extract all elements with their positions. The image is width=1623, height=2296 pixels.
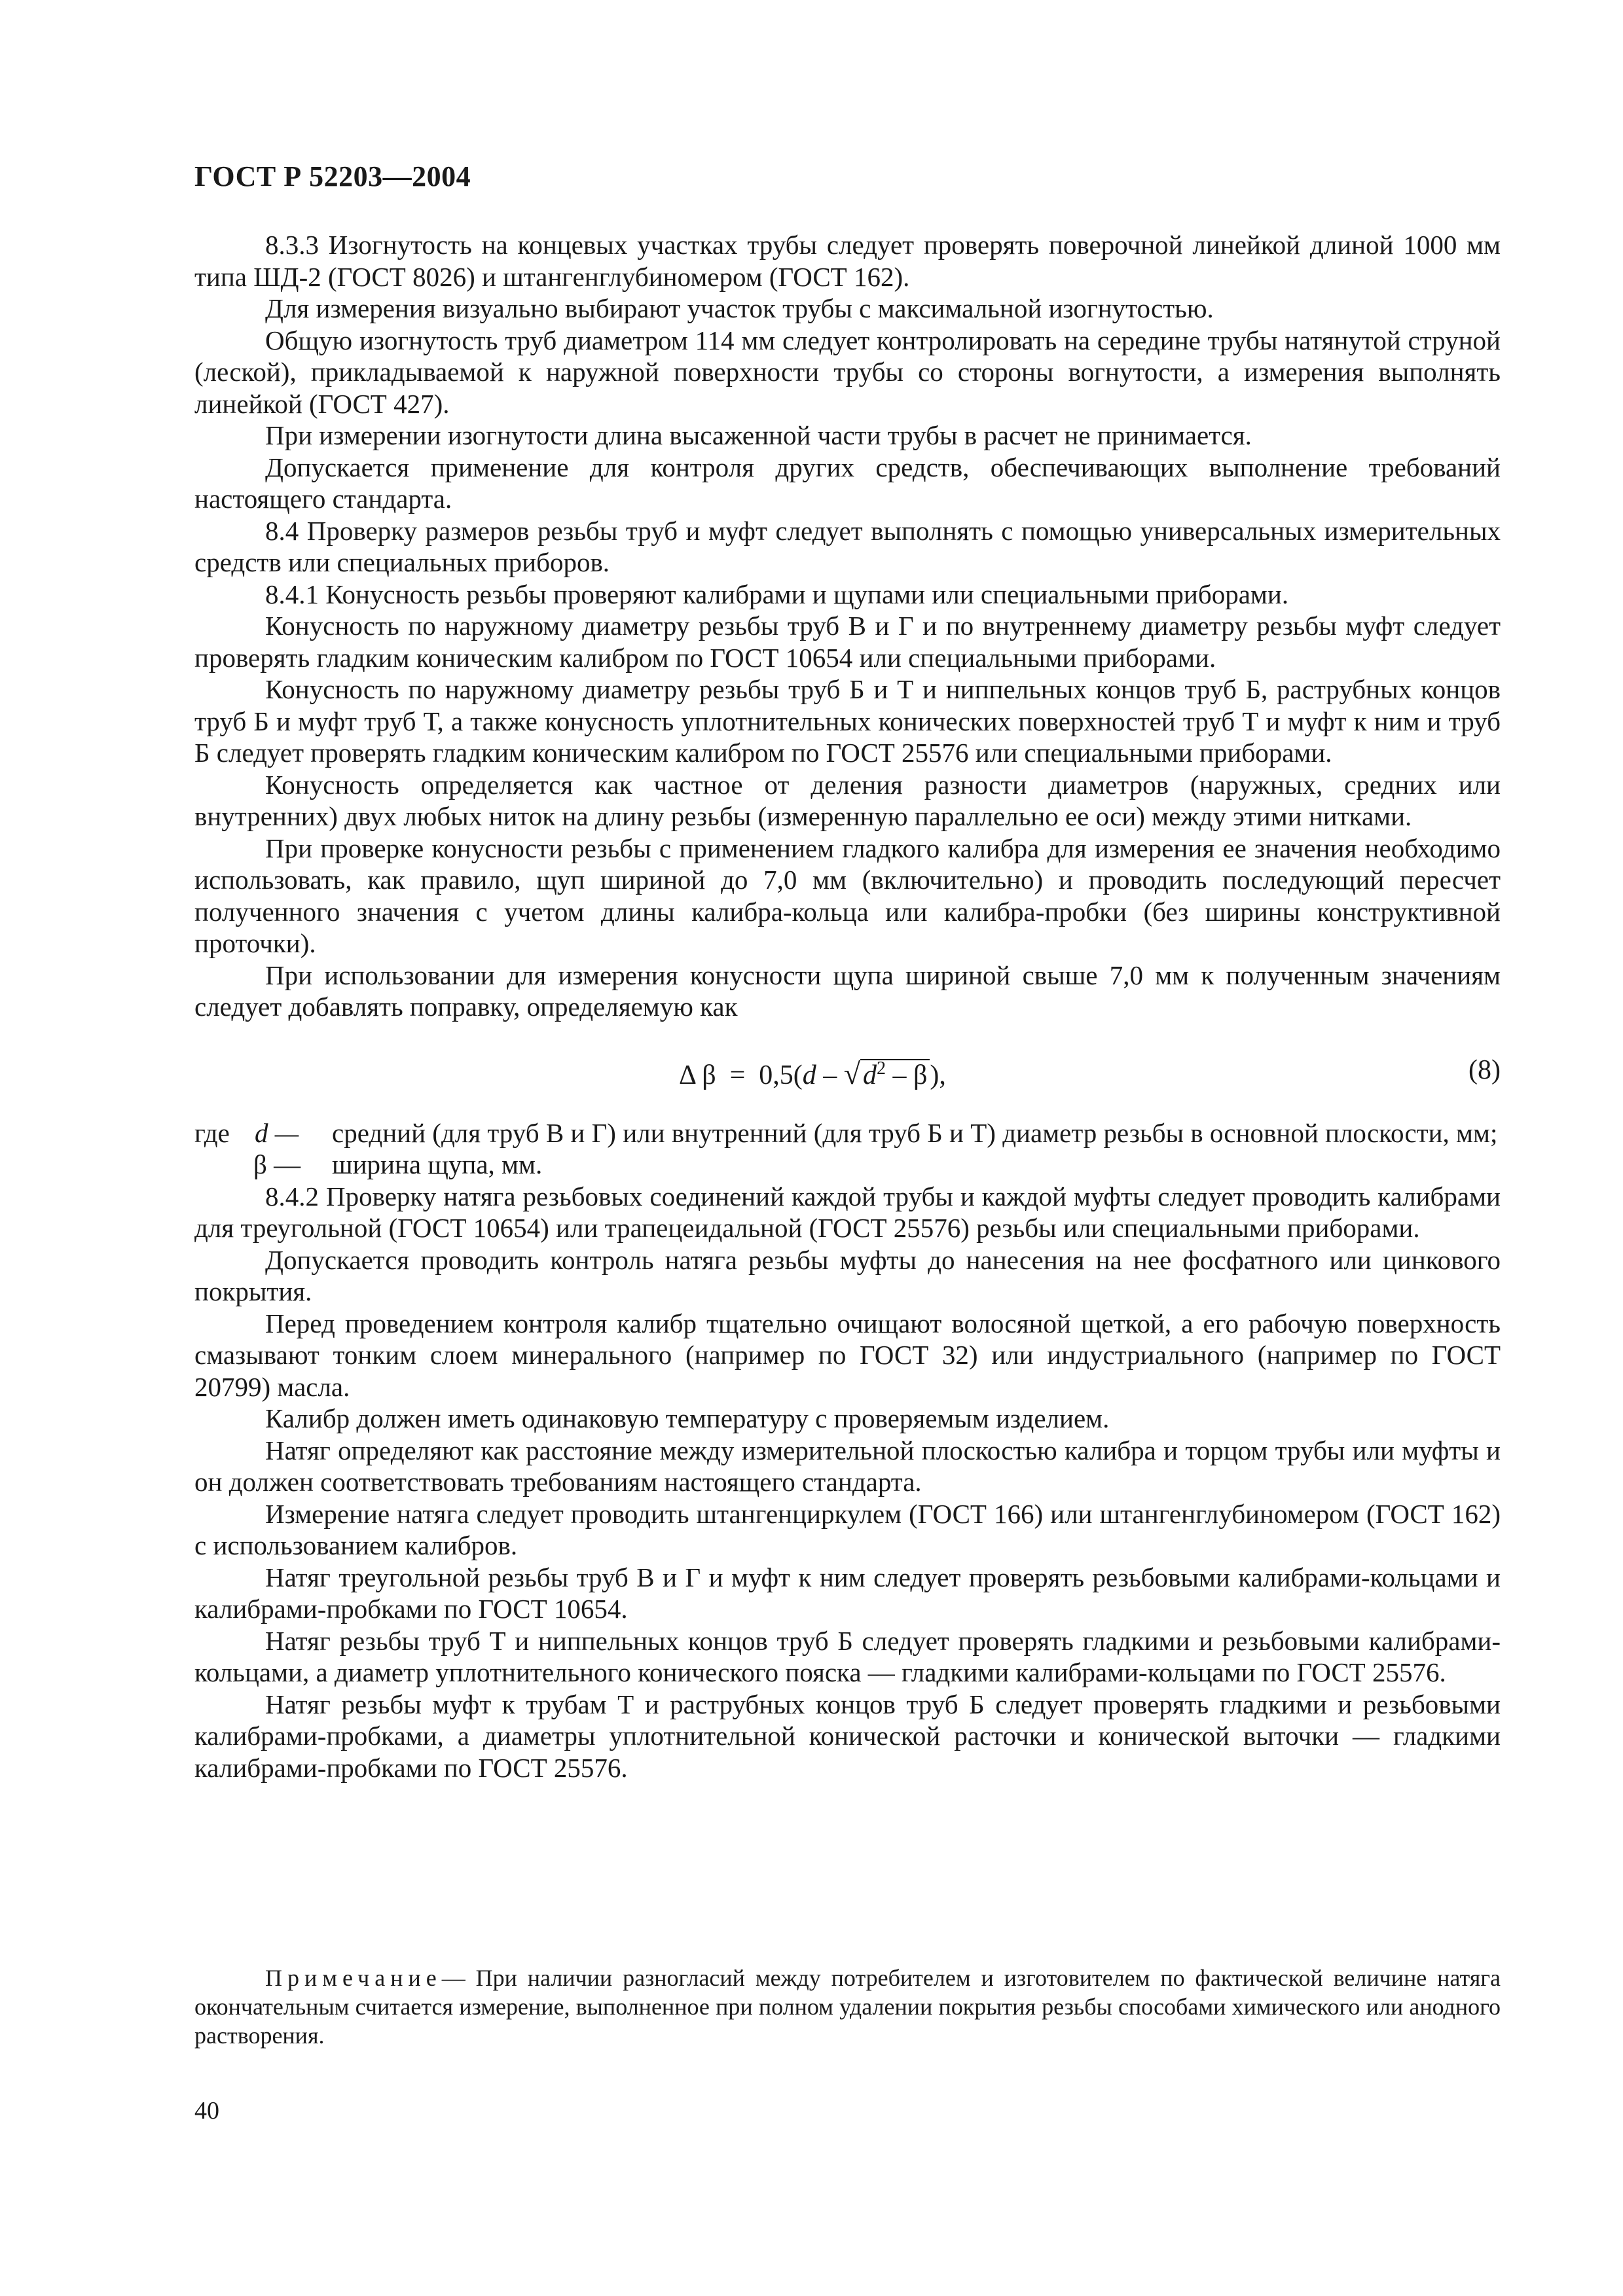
where-variable-d: d — [255,1117,299,1148]
formula-number: (8) [1468,1054,1501,1085]
paragraph: Допускается проводить контроль натяга резьбы муфты до нанесения на нее фосфатного или цинкового покрытия. [194,1244,1501,1306]
standard-header: ГОСТ Р 52203—2004 [194,160,471,192]
radicand [860,1059,930,1090]
where-row-beta [194,1149,1501,1181]
formula-minus-2: – [892,1060,907,1090]
where-label: где [194,1117,230,1148]
formula-coefficient: 0,5( [759,1060,803,1090]
page-number: 40 [194,2097,219,2125]
note-label: Примечание [265,1965,442,1991]
where-definition-d: средний (для труб В и Г) или внутренний (для труб Б и Т) диаметр резьбы в основной плоскости, мм; [332,1117,1498,1148]
paragraph: При проверке конусности резьбы с применением гладкого калибра для измерения ее значения необходимо использовать, как правило, щуп шириной до 7,0 мм (включительно) и проводить последующий пересчет полученного значения с учетом длины калибра-кольца или калибра-пробки (без ширины конструктивной проточки). [194,833,1501,958]
document-body [194,229,1501,1784]
formula-equals: = [729,1060,746,1090]
sqrt-sign: √ [843,1056,860,1090]
paragraph: 8.4.2 Проверку натяга резьбовых соединений каждой трубы и каждой муфты следует проводить калибрами для треугольной (ГОСТ 10654) или трапецеидальной (ГОСТ 25576) резьбы или специальными приборами. [194,1181,1501,1243]
where-variable-beta: β — [253,1149,301,1179]
formula-close: ), [930,1060,946,1090]
formula-lhs: Δ β [679,1060,716,1090]
paragraph: Конусность по наружному диаметру резьбы труб Б и Т и ниппельных концов труб Б, раструбных концов труб Б и муфт труб Т, а также конусность уплотнительных конических поверхностей труб Т и муфт к ним и труб Б следует проверять гладким коническим калибром по ГОСТ 25576 или специальными приборами. [194,674,1501,768]
note-text: — При наличии разногласий между потребителем и изготовителем по фактической величине натяга окончательным считается измерение, выполненное при полном удалении покрытия резьбы способами химического или анодного растворения. [194,1965,1501,2049]
paragraph: Натяг определяют как расстояние между измерительной плоскостью калибра и торцом трубы или муфты и он должен соответствовать требованиям настоящего стандарта. [194,1435,1501,1497]
where-row-d [194,1117,1501,1149]
formula-expression [679,1053,946,1092]
paragraph: Общую изогнутость труб диаметром 114 мм следует контролировать на середине трубы натянутой струной (леской), прикладываемой к наружной поверхности трубы со стороны вогнутости, а измерения выполнять линейкой (ГОСТ 427). [194,325,1501,419]
formula-var-d: d [802,1060,816,1090]
paragraph: Натяг резьбы муфт к трубам Т и раструбных концов труб Б следует проверять гладкими и резьбовыми калибрами-пробками, а диаметры уплотнительной конической расточки и конической выточки — гладкими калибрами-пробками по ГОСТ 25576. [194,1689,1501,1783]
note [194,1964,1501,2050]
paragraph: Конусность по наружному диаметру резьбы труб В и Г и по внутреннему диаметру резьбы муфт следует проверять гладким коническим калибром по ГОСТ 10654 или специальными приборами. [194,611,1501,673]
formula-var-d-squared: d [863,1060,877,1090]
formula-exponent: 2 [877,1058,886,1079]
formula-minus: – [823,1060,837,1090]
paragraph: При использовании для измерения конусности щупа шириной свыше 7,0 мм к полученным значениям следует добавлять поправку, определяемую как [194,960,1501,1022]
paragraph: 8.4 Проверку размеров резьбы труб и муфт следует выполнять с помощью универсальных измерительных средств или специальных приборов. [194,515,1501,577]
formula-beta: β [913,1060,928,1090]
paragraph: Натяг треугольной резьбы труб В и Г и муфт к ним следует проверять резьбовыми калибрами-кольцами и калибрами-пробками по ГОСТ 10654. [194,1562,1501,1624]
paragraph: Натяг резьбы труб Т и ниппельных концов труб Б следует проверять гладкими и резьбовыми калибрами-кольцами, а диаметр уплотнительного конического пояска — гладкими калибрами-кольцами по ГОСТ 25576. [194,1625,1501,1687]
where-block [194,1117,1501,1181]
paragraph: Конусность определяется как частное от деления разности диаметров (наружных, средних или внутренних) двух любых ниток на длину резьбы (измеренную параллельно ее оси) между этими нитками. [194,769,1501,831]
paragraph: 8.3.3 Изогнутость на концевых участках трубы следует проверять поверочной линейкой длиной 1000 мм типа ШД-2 (ГОСТ 8026) и штангенглубиномером (ГОСТ 162). [194,230,1501,292]
paragraph: 8.4.1 Конусность резьбы проверяют калибрами и щупами или специальными приборами. [265,579,1289,609]
paragraph: При измерении изогнутости длина высаженной части трубы в расчет не принимается. [265,420,1252,450]
paragraph: Измерение натяга следует проводить штангенциркулем (ГОСТ 166) или штангенглубиномером (ГОСТ 162) с использованием калибров. [194,1498,1501,1560]
formula-8 [194,1035,1501,1108]
paragraph: Перед проведением контроля калибр тщательно очищают волосяной щеткой, а его рабочую поверхность смазывают тонким слоем минерального (например по ГОСТ 32) или индустриального (например по ГОСТ 20799) масла. [194,1308,1501,1402]
paragraph: Калибр должен иметь одинаковую температуру с проверяемым изделием. [265,1403,1110,1433]
where-definition-beta: ширина щупа, мм. [332,1149,543,1179]
paragraph: Допускается применение для контроля других средств, обеспечивающих выполнение требований настоящего стандарта. [194,452,1501,514]
paragraph: Для измерения визуально выбирают участок трубы с максимальной изогнутостью. [265,293,1214,323]
